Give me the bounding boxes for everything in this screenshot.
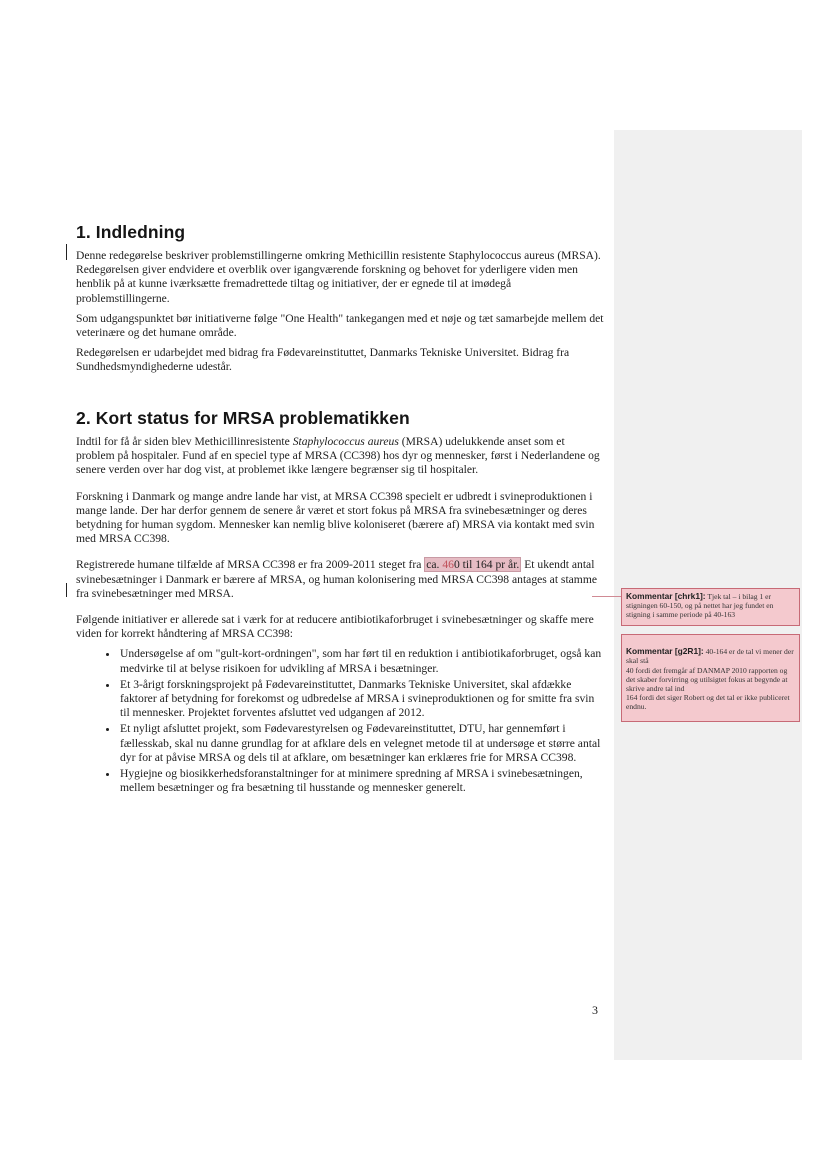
status-text: Indtil for få år siden blev Methicillinresistente (76, 435, 293, 448)
change-bar-registered-cases (66, 583, 67, 597)
comment-label: Kommentar [g2R1]: (626, 646, 704, 657)
section-mrsa-status (76, 408, 606, 797)
initiatives-list (76, 647, 606, 795)
comment-label: Kommentar [chrk1]: (626, 591, 706, 601)
list-item: • Undersøgelse af om "gult-kort-ordningen", som har ført til en reduktion i antibiotikaforbruget, også kan medvirke til at belyse risikoen for udvikling af MRSA i besætninger. (118, 647, 606, 675)
status-paragraph: Forskning i Danmark og mange andre lande har vist, at MRSA CC398 specielt er udbredt i svineproduktionen i mange lande. Der har derfor gennem de senere år været et stort fokus på MRSA fra svinebesætninger og deres betydning for human sygdom. Mennesker kan nemlig blive koloniseret (bærere af) MRSA via kontakt med svin med MRSA CC398. (76, 489, 595, 546)
status-text: Et ukendt antal svinebesætninger i Danmark er bærere af MRSA, og human kolonisering med MRSA CC398 antages at stamme fra svinebesætninger med MRSA. (76, 558, 597, 600)
intro-paragraph: Denne redegørelse beskriver problemstillingerne omkring Methicillin resistente Staphylococcus aureus (MRSA). Redegørelsen giver endvidere et overblik over igangværende forskning og behovet for yderligere viden men henblik på at kunne iværksætte fremadrettede tiltag og initiativer, der er egnede til at imødegå problemstillingerne. (76, 249, 601, 305)
highlight-text: 0 til 164 pr år. (453, 558, 520, 572)
comment-balloon-chrk1[interactable] (621, 588, 800, 626)
intro-paragraph: Redegørelsen er udarbejdet med bidrag fra Fødevareinstituttet, Danmarks Tekniske Universitet. Bidrag fra Sundhedsmyndighederne udestår. (76, 346, 570, 374)
status-text: (MRSA) udelukkende anset som et problem på hospitaler. Fund af en speciel type af MRSA (CC398) hos dyr og mennesker, først i Nederlandene og senere verden over har dog vist, at problemet ikke længere begrænser sig til hospitaler. (76, 435, 600, 477)
section-introduction (76, 222, 606, 381)
species-name: Staphylococcus aureus (292, 435, 399, 448)
change-bar-section1 (66, 244, 67, 260)
comment-connector (592, 596, 621, 597)
list-item: • Et 3-årigt forskningsprojekt på Fødevareinstituttet, Danmarks Tekniske Universitet, skal afdække faktorer af betydning for forekomst og udbredelse af MRSA i svineproduktionen og for smitte fra svin til mennesker. Projektet forventes afsluttet ved udgangen af 2012. (118, 678, 606, 721)
intro-paragraph: Som udgangspunktet bør initiativerne følge "One Health" tankegangen med et nøje og tæt samarbejde mellem det veterinære og det humane område. (76, 311, 604, 340)
page-number: 3 (592, 1003, 598, 1017)
status-paragraph (76, 435, 606, 478)
highlight-text: ca. (426, 558, 443, 572)
comment-text: Tjek tal – i bilag 1 er stigningen 60-150, og på nettet har jeg fundet en stigning i samme periode på 40-163 (626, 592, 774, 620)
list-item: • Et nyligt afsluttet projekt, som Fødevarestyrelsen og Fødevareinstituttet, DTU, har gennemført i fællesskab, skal nu danne grundlag for at afklare dels en velegnet metode til at undersøge et større antal dyr for at påvise MRSA og dels til at afklare, om besætninger kan erklæres frie for MRSA CC398. (118, 722, 606, 765)
section-heading-mrsa-status: 2. Kort status for MRSA problematikken (76, 408, 410, 428)
commented-text-highlight[interactable] (424, 557, 521, 572)
initiatives-intro: Følgende initiativer er allerede sat i værk for at reducere antibiotikaforbruget i svinebesætninger og skaffe mere viden for korrekt håndtering af MRSA CC398: (76, 613, 594, 641)
section-heading-introduction: 1. Indledning (76, 222, 186, 242)
status-text: Registrerede humane tilfælde af MRSA CC398 er fra 2009-2011 steget fra (76, 558, 425, 572)
registered-cases-paragraph (76, 558, 606, 601)
comment-balloon-g2r1[interactable] (621, 634, 800, 722)
comment-text: 40-164 er de tal vi mener der skal stå 40 fordi det fremgår af DANMAP 2010 rapporten og det skaber forvirring og utilsigtet fokus at begynde at skrive andre tal ind 164 fordi det siger Robert og det tal er ikke publiceret endnu. (626, 647, 794, 712)
highlight-number: 46 (442, 558, 454, 572)
list-item: • Hygiejne og biosikkerhedsforanstaltninger for at minimere spredning af MRSA i svinebesætningen, mellem besætninger og fra besætning til husstande og mennesker generelt. (118, 767, 606, 795)
